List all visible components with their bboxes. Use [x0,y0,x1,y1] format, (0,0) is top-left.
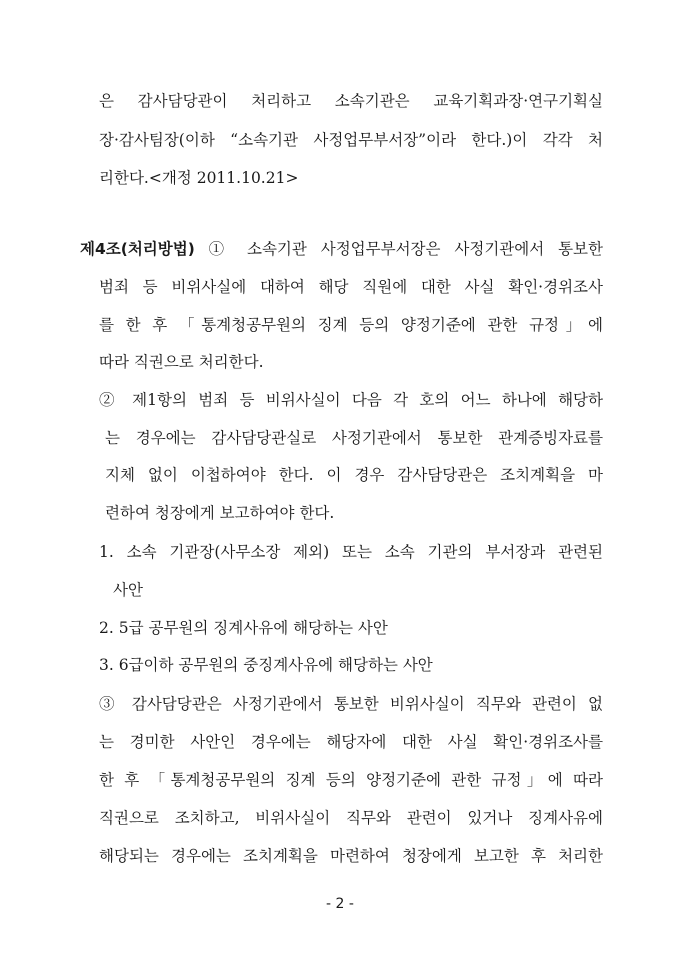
para3-line-1: ③ 감사담당관은 사정기관에서 통보한 비위사실이 직무와 관련이 없 [99,695,603,713]
para1-line-1: 범죄 등 비위사실에 대하여 해당 직원에 대한 사실 확인·경위조사 [99,278,603,296]
para2-line-3: 지체 없이 이첩하여야 한다. 이 경우 감사담당관은 조치계획을 마 [105,466,603,484]
item-1-line-1: 1. 소속 기관장(사무소장 제외) 또는 소속 기관의 부서장과 관련된 [99,543,603,561]
article4-first-line-text: ① 소속기관 사정업무부서장은 사정기관에서 통보한 [208,240,603,258]
page-number: - 2 - [326,896,354,912]
para1-line-3: 따라 직권으로 처리한다. [99,353,264,371]
para2-line-1: ② 제1항의 범죄 등 비위사실이 다음 각 호의 어느 하나에 해당하 [99,391,603,409]
article4-first-line [80,239,603,259]
item-3: 3. 6급이하 공무원의 중징계사유에 해당하는 사안 [99,656,433,674]
para3-line-2: 는 경미한 사안인 경우에는 해당자에 대한 사실 확인·경위조사를 [99,733,603,751]
continuation-line-1: 은 감사담당관이 처리하고 소속기관은 교육기획과장·연구기획실 [99,92,603,110]
para2-line-2: 는 경우에는 감사담당관실로 사정기관에서 통보한 관계증빙자료를 [105,429,603,447]
continuation-line-2: 장·감사팀장(이하 “소속기관 사정업무부서장”이라 한다.)이 각각 처 [99,131,603,149]
item-2: 2. 5급 공무원의 징계사유에 해당하는 사안 [99,619,388,637]
para1-line-2: 를 한 후 「통계청공무원의 징계 등의 양정기준에 관한 규정」에 [99,316,603,334]
item-1-line-2: 사안 [113,581,143,599]
para3-line-4: 직권으로 조치하고, 비위사실이 직무와 관련이 있거나 징계사유에 [99,809,603,827]
para2-line-4: 련하여 청장에게 보고하여야 한다. [105,504,335,522]
para3-line-3: 한 후 「통계청공무원의 징계 등의 양정기준에 관한 규정」에 따라 [99,771,603,789]
continuation-line-3: 리한다.<개정 2011.10.21> [99,169,299,187]
article4-title: 제4조(처리방법) [80,240,195,258]
para3-line-5: 해당되는 경우에는 조치계획을 마련하여 청장에게 보고한 후 처리한 [99,847,603,865]
